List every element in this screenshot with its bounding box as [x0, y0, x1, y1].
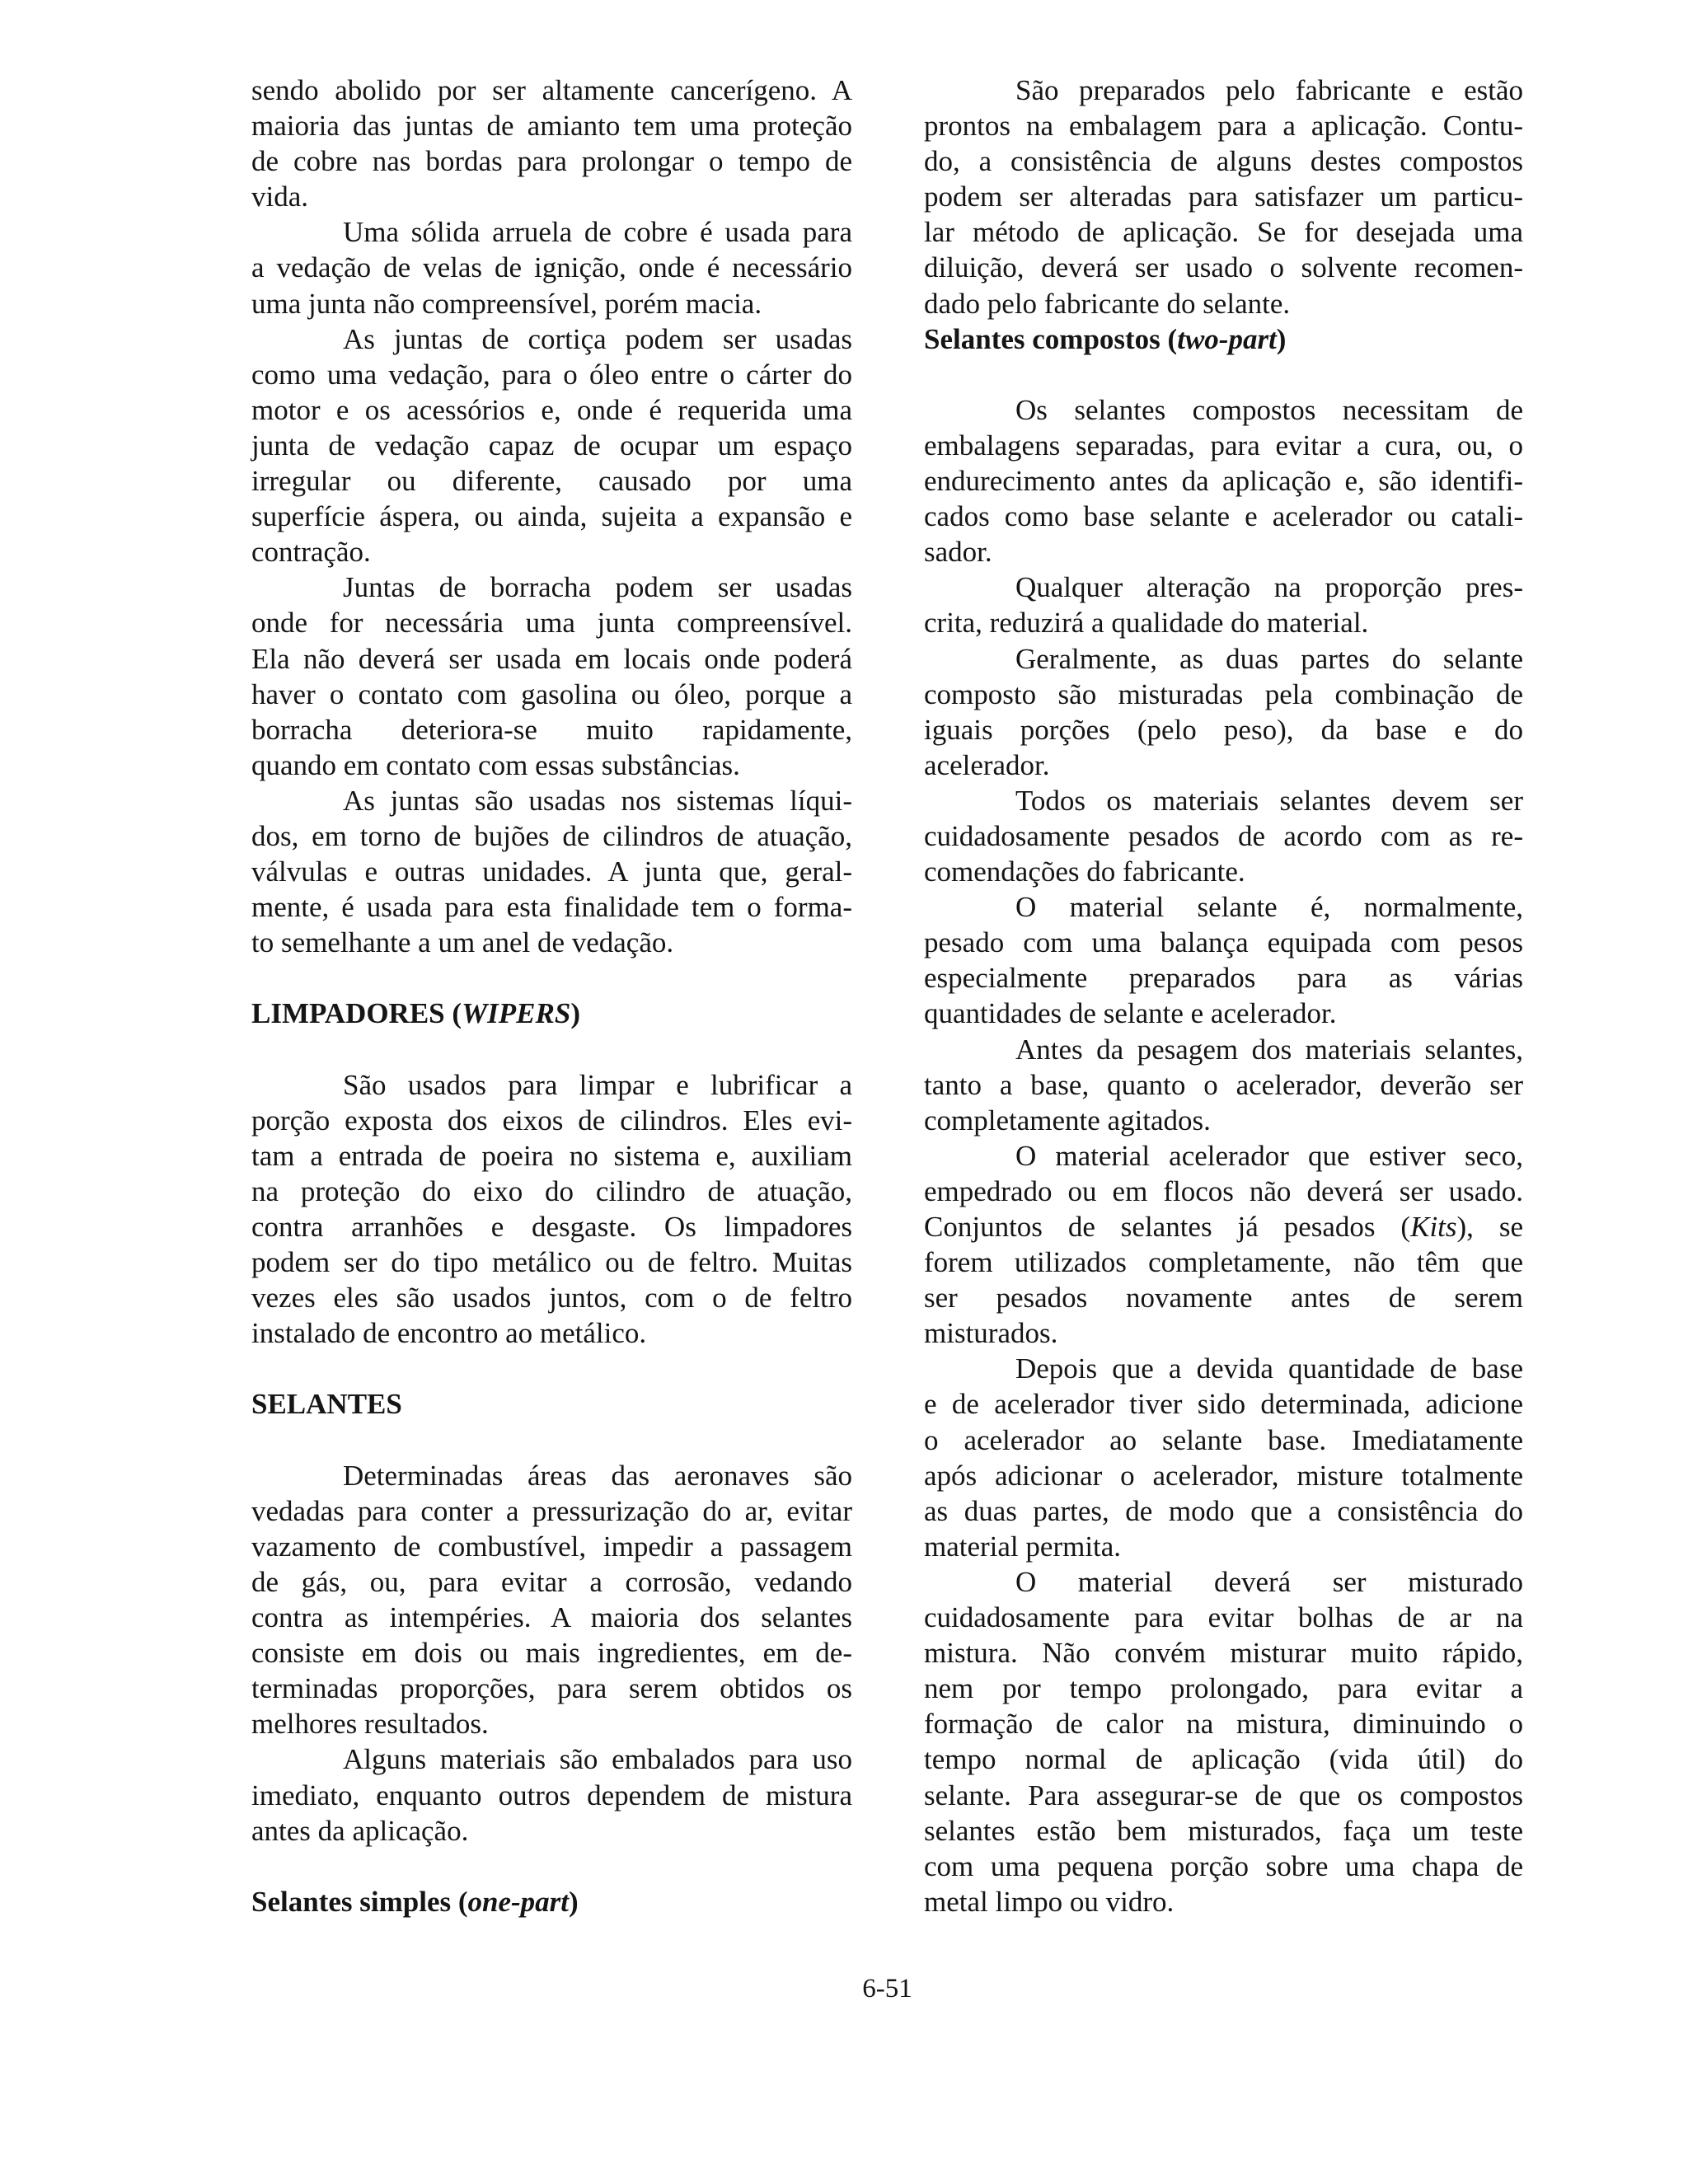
text-line: mente, é usada para esta finalidade tem o forma-: [251, 891, 852, 924]
text-line: terminadas proporções, para serem obtidos os: [251, 1672, 852, 1705]
text-line: lar método de aplicação. Se for desejada uma: [924, 216, 1523, 249]
text-line: motor e os acessórios e, onde é requerida uma: [251, 393, 852, 426]
text-line: selantes estão bem misturados, faça um teste: [924, 1814, 1523, 1847]
section-heading-selantes-simples: [251, 1884, 852, 1919]
text-line: Alguns materiais são embalados para uso: [343, 1743, 852, 1776]
spacer: [251, 1351, 852, 1386]
text-line: empedrado ou em flocos não deverá ser usado.: [924, 1174, 1523, 1207]
text-line: superfície áspera, ou ainda, sujeita a expansão e: [251, 500, 852, 533]
text-line: São preparados pelo fabricante e estão: [1015, 74, 1523, 106]
heading-term: one-part: [467, 1885, 569, 1918]
paragraph: [251, 783, 852, 960]
heading-text: LIMPADORES (: [251, 997, 462, 1030]
text-line: São usados para limpar e lubrificar a: [343, 1068, 852, 1101]
text-line: válvulas e outras unidades. A junta que, geral-: [251, 855, 852, 888]
text-line: quando em contato com essas substâncias.: [251, 748, 740, 781]
heading-term: WIPERS: [462, 997, 571, 1030]
text-line: vezes eles são usados juntos, com o de feltro: [251, 1282, 852, 1315]
text-line: sador.: [924, 536, 992, 569]
text-line: sendo abolido por ser altamente cancerígeno. A: [251, 74, 852, 106]
text-line: As juntas de cortiça podem ser usadas: [343, 322, 852, 355]
text-line: quantidades de selante e acelerador.: [924, 997, 1337, 1030]
paragraph: [251, 1741, 852, 1848]
text-line: contra as intempéries. A maioria dos selantes: [251, 1601, 852, 1634]
text-line: após adicionar o acelerador, misture totalmente: [924, 1459, 1523, 1492]
text-line: como uma vedação, para o óleo entre o cárter do: [251, 358, 852, 391]
text-line: forem utilizados completamente, não têm que: [924, 1246, 1523, 1279]
text-line: comendações do fabricante.: [924, 855, 1245, 888]
text-line: onde for necessária uma junta compreensível.: [251, 607, 852, 640]
text-line: ser pesados novamente antes de serem: [924, 1282, 1523, 1315]
text-line: completamente agitados.: [924, 1104, 1211, 1137]
spacer: [251, 1032, 852, 1067]
text-line: cados como base selante e acelerador ou catali-: [924, 500, 1523, 533]
paragraph: [924, 1564, 1523, 1919]
paragraph: [251, 73, 852, 214]
spacer: [251, 1422, 852, 1458]
text-line: selante. Para assegurar-se de que os compostos: [924, 1779, 1523, 1811]
text-line: Juntas de borracha podem ser usadas: [343, 571, 852, 604]
heading-term: two-part: [1177, 322, 1277, 355]
text-line: Determinadas áreas das aeronaves são: [343, 1459, 852, 1492]
text-line: Depois que a devida quantidade de base: [1015, 1352, 1523, 1385]
text-line: diluição, deverá ser usado o solvente recomen-: [924, 251, 1523, 284]
text-line: cuidadosamente para evitar bolhas de ar na: [924, 1601, 1523, 1634]
italic-term: Kits: [1410, 1211, 1457, 1243]
heading-close: ): [1276, 322, 1287, 355]
text-line: na proteção do eixo do cilindro de atuação,: [251, 1174, 852, 1207]
text-line: uma junta não compreensível, porém macia.: [251, 287, 762, 320]
text-line: Qualquer alteração na proporção pres-: [1015, 571, 1523, 604]
text-line: imediato, enquanto outros dependem de mistura: [251, 1779, 852, 1811]
spacer: [251, 1849, 852, 1884]
heading-close: ): [569, 1885, 579, 1918]
text-line: e de acelerador tiver sido determinada, adicione: [924, 1388, 1523, 1421]
text-line: misturados.: [924, 1317, 1058, 1350]
paragraph: [924, 1138, 1523, 1352]
section-heading-selantes-compostos: [924, 321, 1523, 357]
text-line: O material selante é, normalmente,: [1015, 891, 1523, 924]
text-line: cuidadosamente pesados de acordo com as re-: [924, 819, 1523, 852]
text-line: to semelhante a um anel de vedação.: [251, 926, 674, 959]
text-line: instalado de encontro ao metálico.: [251, 1317, 647, 1350]
text-line: consiste em dois ou mais ingredientes, em de-: [251, 1637, 852, 1670]
paragraph: [924, 392, 1523, 569]
paragraph: [924, 889, 1523, 1031]
spacer: [251, 960, 852, 996]
paragraph: [251, 1458, 852, 1742]
heading-text: Selantes compostos (: [924, 322, 1178, 355]
section-heading-selantes: [251, 1386, 852, 1422]
paragraph: [924, 569, 1523, 640]
text-line: endurecimento antes da aplicação e, são identifi-: [924, 465, 1523, 498]
left-column: [251, 73, 852, 1919]
paragraph: [924, 641, 1523, 783]
text-line: Todos os materiais selantes devem ser: [1015, 784, 1523, 817]
paragraph: [924, 1032, 1523, 1138]
text-line: junta de vedação capaz de ocupar um espaço: [251, 429, 852, 462]
text-line: metal limpo ou vidro.: [924, 1885, 1175, 1918]
text-line: prontos na embalagem para a aplicação. Contu-: [924, 110, 1523, 143]
text-line: podem ser alteradas para satisfazer um particu-: [924, 180, 1523, 213]
section-heading-limpadores: [251, 996, 852, 1031]
right-column: [924, 73, 1523, 1919]
paragraph: [251, 569, 852, 783]
heading-close: ): [570, 997, 580, 1030]
text-line: contra arranhões e desgaste. Os limpadores: [251, 1211, 852, 1243]
text-line: o acelerador ao selante base. Imediatamente: [924, 1423, 1523, 1456]
text-line: iguais porções (pelo peso), da base e do: [924, 713, 1523, 746]
text-line: O material deverá ser misturado: [1015, 1565, 1523, 1598]
paragraph: [924, 73, 1523, 321]
text-line: pesado com uma balança equipada com pesos: [924, 926, 1523, 959]
text-line: embalagens separadas, para evitar a cura, ou, o: [924, 429, 1523, 462]
text-line: de gás, ou, para evitar a corrosão, vedando: [251, 1565, 852, 1598]
text-line: mistura. Não convém misturar muito rápido,: [924, 1637, 1523, 1670]
text-line: vedadas para conter a pressurização do ar, evitar: [251, 1494, 852, 1527]
text-line: contração.: [251, 536, 371, 569]
text-line: do, a consistência de alguns destes compostos: [924, 145, 1523, 178]
text-line: [924, 1209, 1523, 1244]
text-run: ), se: [1456, 1211, 1524, 1243]
spacer: [924, 357, 1523, 392]
page-number: 6-51: [862, 1974, 912, 2004]
text-line: a vedação de velas de ignição, onde é necessário: [251, 251, 852, 284]
paragraph: [251, 214, 852, 321]
text-line: especialmente preparados para as várias: [924, 962, 1523, 995]
text-line: com uma pequena porção sobre uma chapa de: [924, 1849, 1523, 1882]
paragraph: [251, 321, 852, 570]
heading-text: Selantes simples (: [251, 1885, 468, 1918]
text-line: dos, em torno de bujões de cilindros de atuação,: [251, 819, 852, 852]
paragraph: [924, 783, 1523, 889]
text-line: tempo normal de aplicação (vida útil) do: [924, 1743, 1523, 1776]
text-line: dado pelo fabricante do selante.: [924, 287, 1291, 320]
text-line: As juntas são usadas nos sistemas líqui-: [343, 784, 852, 817]
paragraph: [924, 1351, 1523, 1564]
text-line: vida.: [251, 180, 309, 213]
text-line: Antes da pesagem dos materiais selantes,: [1015, 1033, 1523, 1066]
paragraph: [251, 1067, 852, 1352]
text-line: antes da aplicação.: [251, 1814, 469, 1847]
text-line: nem por tempo prolongado, para evitar a: [924, 1672, 1523, 1705]
text-run: Conjuntos de selantes já pesados (: [924, 1211, 1411, 1243]
text-line: composto são misturadas pela combinação de: [924, 677, 1523, 710]
text-line: de cobre nas bordas para prolongar o tempo de: [251, 145, 852, 178]
text-line: acelerador.: [924, 748, 1050, 781]
text-line: formação de calor na mistura, diminuindo o: [924, 1708, 1523, 1741]
text-line: O material acelerador que estiver seco,: [1015, 1139, 1523, 1172]
text-line: haver o contato com gasolina ou óleo, porque a: [251, 677, 852, 710]
text-line: borracha deteriora-se muito rapidamente,: [251, 713, 852, 746]
text-line: podem ser do tipo metálico ou de feltro. Muitas: [251, 1246, 852, 1279]
text-line: tam a entrada de poeira no sistema e, auxiliam: [251, 1139, 852, 1172]
text-line: vazamento de combustível, impedir a passagem: [251, 1530, 852, 1563]
text-line: tanto a base, quanto o acelerador, deverão ser: [924, 1068, 1523, 1101]
text-line: melhores resultados.: [251, 1708, 489, 1741]
text-line: Geralmente, as duas partes do selante: [1015, 642, 1523, 675]
text-line: Ela não deverá ser usada em locais onde poderá: [251, 642, 852, 675]
text-line: Uma sólida arruela de cobre é usada para: [343, 216, 852, 249]
heading-text: SELANTES: [251, 1388, 402, 1421]
text-line: crita, reduzirá a qualidade do material.: [924, 607, 1369, 640]
text-line: porção exposta dos eixos de cilindros. Eles evi-: [251, 1104, 852, 1137]
text-line: irregular ou diferente, causado por uma: [251, 465, 852, 498]
text-line: as duas partes, de modo que a consistência do: [924, 1494, 1523, 1527]
text-line: maioria das juntas de amianto tem uma proteção: [251, 110, 852, 143]
text-line: Os selantes compostos necessitam de: [1015, 393, 1523, 426]
text-line: material permita.: [924, 1530, 1122, 1563]
